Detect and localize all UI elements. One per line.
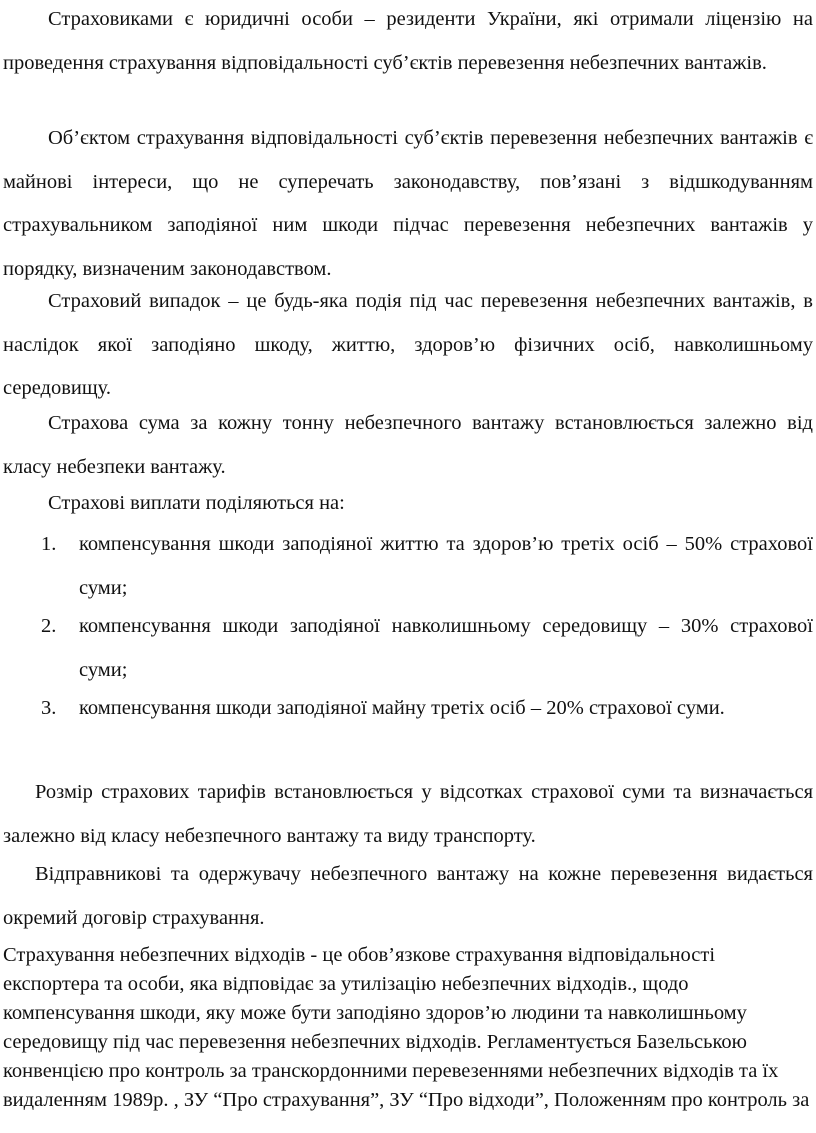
list-item-text: компенсування шкоди заподіяної навколишньому середовищу – 30% страхової суми; (79, 615, 813, 681)
list-item-text: компенсування шкоди заподіяної життю та здоров’ю третіх осіб – 50% страхової суми; (79, 533, 813, 599)
paragraph-object: Об’єктом страхування відповідальності суб’єктів перевезення небезпечних вантажів є майнові інтереси, що не суперечать законодавству, пов’язані з відшкодуванням страхувальником заподіяної ним шкоди підчас перевезення небезпечних вантажів у порядку, визначеним законодавством. (3, 127, 813, 280)
paragraph-payments-intro: Страхові виплати поділяються на: (48, 492, 345, 514)
paragraph-sum: Страхова сума за кожну тонну небезпечного вантажу встановлюється залежно від класу небезпеки вантажу. (3, 412, 813, 478)
paragraph-contract: Відправникові та одержувачу небезпечного вантажу на кожне перевезення видається окремий договір страхування. (3, 863, 813, 929)
list-item-text: компенсування шкоди заподіяної майну третіх осіб – 20% страхової суми. (79, 697, 725, 719)
list-item-number: 2. (41, 615, 57, 637)
list-item-number: 3. (41, 697, 57, 719)
paragraph-event: Страховий випадок – це будь-яка подія під час перевезення небезпечних вантажів, в наслідок якої заподіяно шкоду, життю, здоров’ю фізичних осіб, навколишньому середовищу. (3, 290, 813, 399)
list-item (41, 687, 813, 731)
paragraph-tariffs: Розмір страхових тарифів встановлюється у відсотках страхової суми та визначається залежно від класу небезпечного вантажу та виду транспорту. (3, 781, 813, 847)
paragraph-waste: Страхування небезпечних відходів - це обов’язкове страхування відповідальності експортера та особи, яка відповідає за утилізацію небезпечних відходів., щодо компенсування шкоди, яку може бути заподіяно здоров’ю людини та навколишньому середовищу під час перевезення небезпечних відходів. Регламентується Базельською конвенцією про контроль за транскордонними перевезеннями небезпечних відходів та їх видаленням 1989р. , ЗУ “Про страхування”, ЗУ “Про відходи”, Положенням про контроль за (3, 944, 810, 1111)
list-item-number: 1. (41, 533, 57, 555)
list-item (41, 605, 813, 692)
paragraph-insurers: Страховиками є юридичні особи – резиденти України, які отримали ліцензію на проведення страхування відповідальності суб’єктів перевезення небезпечних вантажів. (3, 8, 813, 74)
list-item (41, 523, 813, 610)
